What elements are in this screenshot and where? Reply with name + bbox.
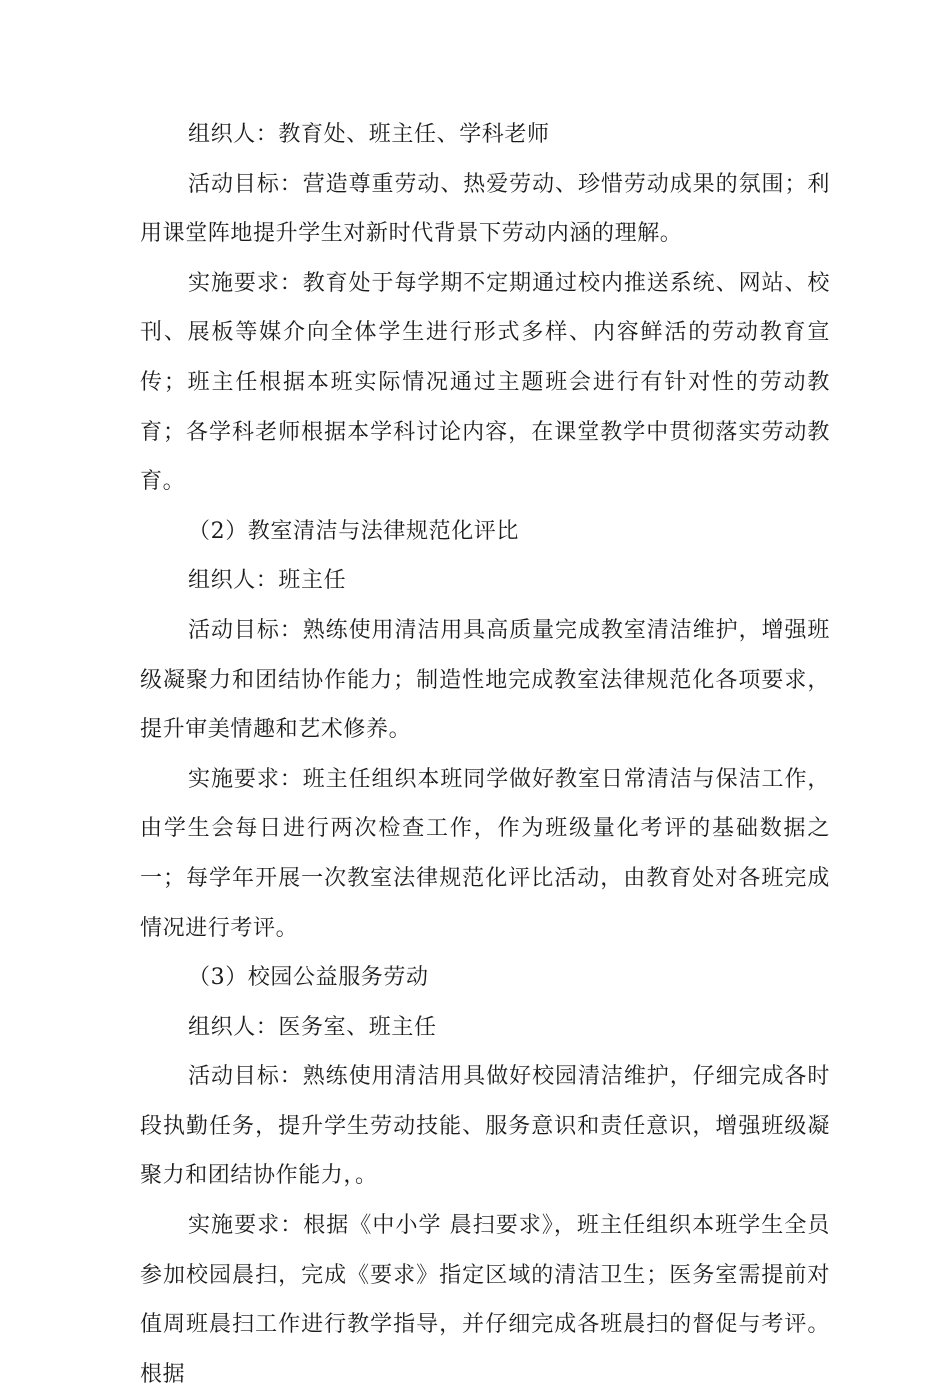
section-heading-campus-service: （3）校园公益服务劳动 (188, 965, 429, 991)
implementation-requirements-paragraph: 实施要求：根据《中小学 晨扫要求》，班主任组织本班学生全员参加校园晨扫，完成《要求》指定区域的清洁卫生；医务室需提前对值周班晨扫工作进行教学指导，并仔细完成各班晨扫的督促与考评。根据 (140, 1213, 830, 1387)
activity-goal-paragraph: 活动目标：熟练使用清洁用具做好校园清洁维护，仔细完成各时段执勤任务，提升学生劳动技能、服务意识和责任意识，增强班级凝聚力和团结协作能力，。 (140, 1064, 830, 1189)
activity-goal-paragraph: 活动目标：熟练使用清洁用具高质量完成教室清洁维护，增强班级凝聚力和团结协作能力；制造性地完成教室法律规范化各项要求，提升审美情趣和艺术修养。 (140, 617, 830, 743)
organizer-line-medical-room: 组织人：医务室、班主任 (188, 1014, 437, 1040)
implementation-requirements-paragraph: 实施要求：教育处于每学期不定期通过校内推送系统、网站、校刊、展板等媒介向全体学生进行形式多样、内容鲜活的劳动教育宣传；班主任根据本班实际情况通过主题班会进行有针对性的劳动教育；各学科老师根据本学科讨论内容，在课堂教学中贯彻落实劳动教育。 (140, 270, 830, 495)
organizer-line-headteacher: 组织人：班主任 (188, 568, 347, 594)
body-text (140, 110, 830, 1399)
organizer-line-education: 组织人：教育处、班主任、学科老师 (188, 122, 550, 147)
implementation-requirements-paragraph: 实施要求：班主任组织本班同学做好教室日常清洁与保洁工作，由学生会每日进行两次检查工作，作为班级量化考评的基础数据之一；每学年开展一次教室法律规范化评比活动，由教育处对各班完成情况进行考评。 (140, 766, 830, 941)
section-heading-classroom-cleaning: （2）教室清洁与法律规范化评比 (188, 518, 519, 544)
activity-goal-paragraph: 活动目标：营造尊重劳动、热爱劳动、珍惜劳动成果的氛围；利用课堂阵地提升学生对新时代背景下劳动内涵的理解。 (140, 171, 830, 247)
